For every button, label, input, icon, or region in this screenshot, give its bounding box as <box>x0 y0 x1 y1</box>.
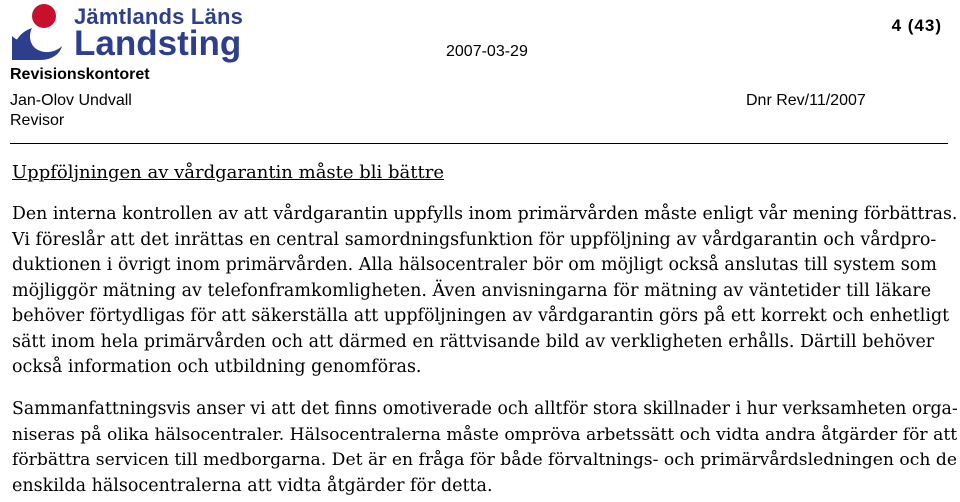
document-date: 2007-03-29 <box>446 43 528 60</box>
logo-text-line1: Jämtlands Läns <box>74 4 244 29</box>
text-line: möjliggör mätning av telefonframkomligheten. Även anvisningarna för mätning av väntetider till läkare <box>12 280 932 301</box>
text-line: behöver förtydligas för att säkerställa att uppföljningen av vårdgarantin görs på ett korrekt och enhetligt <box>12 306 950 326</box>
section-heading: Uppföljningen av vårdgarantin måste bli bättre <box>12 162 444 183</box>
header-divider <box>10 143 948 144</box>
author-name: Jan-Olov Undvall <box>10 92 132 109</box>
organization-logo <box>10 2 244 64</box>
department-name: Revisionskontoret <box>10 66 150 83</box>
logo-emblem-icon <box>10 2 66 62</box>
text-line: enskilda hälsocentralerna att vidta åtgärder för detta. <box>12 475 493 496</box>
author-role: Revisor <box>10 112 65 129</box>
text-line: duktionen i övrigt inom primärvården. Alla hälsocentraler bör om möjligt också anslutas till system som <box>12 255 937 275</box>
text-line: också information och utbildning genomföras. <box>12 357 422 377</box>
paragraph-1 <box>12 202 958 381</box>
text-line: niseras på olika hälsocentraler. Hälsocentralerna måste ompröva arbetssätt och vidta andra åtgärder för att <box>12 424 958 445</box>
text-line: Sammanfattningsvis anser vi att det finns omotiverade och alltför stora skillnader i hur verksamheten orga- <box>12 399 958 419</box>
paragraph-2 <box>12 397 958 499</box>
text-line: förbättra servicen till medborgarna. Det är en fråga för både förvaltnings- och primärvårdsledningen och de <box>12 450 958 470</box>
text-line: Vi föreslår att det inrättas en central samordningsfunktion för uppföljning av vårdgarantin och vårdpro- <box>12 229 937 250</box>
text-line: sätt inom hela primärvården och att därmed en rättvisande bild av verkligheten erhålls. Därtill behöver <box>12 331 935 352</box>
page-number: 4 (43) <box>891 16 942 35</box>
reference-number: Dnr Rev/11/2007 <box>746 92 866 109</box>
text-line: Den interna kontrollen av att vårdgarantin uppfylls inom primärvården måste enligt vår mening förbättras. <box>12 204 958 224</box>
logo-text-line2: Landsting <box>74 24 242 63</box>
